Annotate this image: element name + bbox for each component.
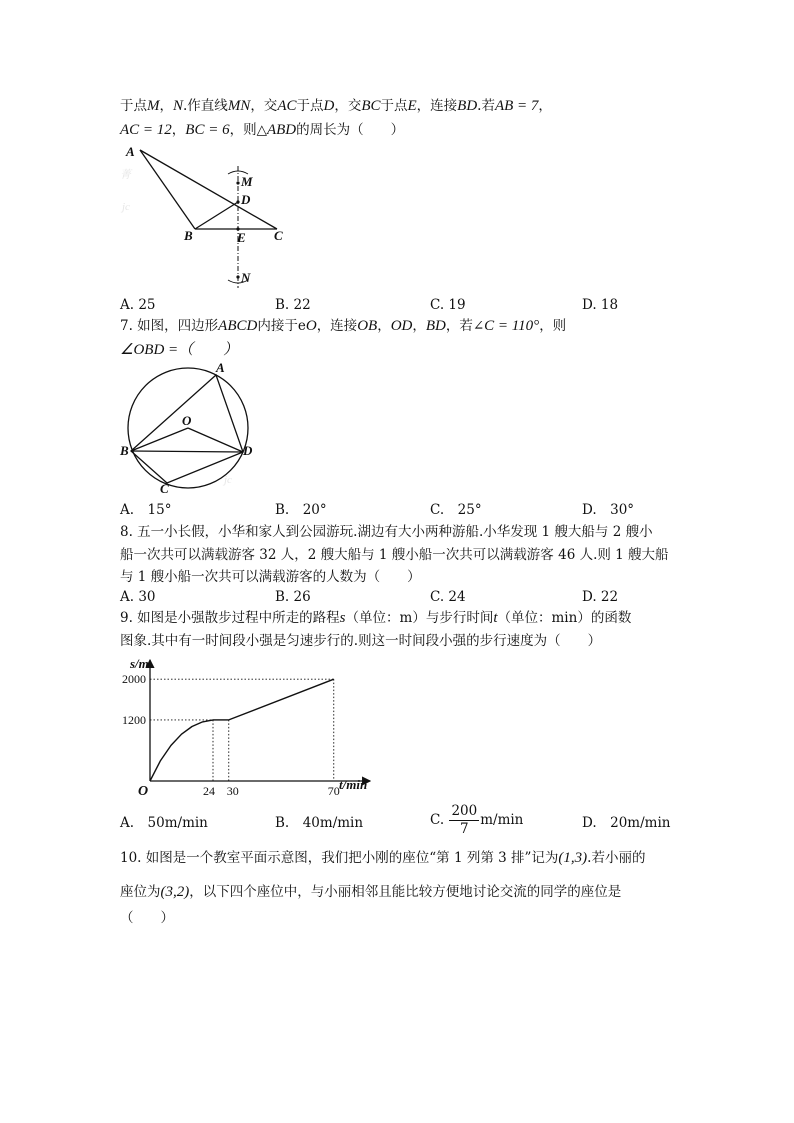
fraction-numerator: 200 <box>451 803 478 819</box>
option-a[interactable]: A. 30 <box>120 589 156 605</box>
segment-ac <box>140 150 277 229</box>
option-d[interactable]: D. 30° <box>582 502 635 518</box>
option-b[interactable]: B. 22 <box>275 297 311 313</box>
label-e: E <box>237 230 246 245</box>
option-c-unit: m/min <box>480 812 524 828</box>
option-a[interactable]: A. 25 <box>120 297 156 313</box>
label-b: B <box>120 443 129 458</box>
label-a: A <box>126 144 135 159</box>
q10-text-line2: 座位为(3,2)，以下四个座位中，与小丽相邻且能比较方便地讨论交流的同学的座位是 <box>120 884 622 900</box>
x-tick-label: 24 <box>203 784 215 798</box>
x-axis-label: t/min <box>339 777 368 792</box>
option-b[interactable]: B. 40m/min <box>275 815 364 831</box>
label-o: O <box>182 413 192 428</box>
label-n: N <box>241 270 251 285</box>
q9-text-line2: 图象.其中有一时间段小强是匀速步行的.则这一时间段小强的步行速度为（ ） <box>120 633 602 649</box>
q7-text-line1: 7. 如图，四边形ABCD内接于eO，连接OB，OD，BD，若∠C = 110°，则 <box>120 318 567 334</box>
q7-circle-figure <box>120 362 270 497</box>
q10-text-line1: 10. 如图是一个教室平面示意图，我们把小刚的座位“第 1 列第 3 排”记为(1,3).若小丽的 <box>120 850 646 866</box>
x-tick-label: 30 <box>226 784 239 798</box>
q8-options <box>120 587 680 607</box>
series-line <box>229 679 334 720</box>
label-a: A <box>216 360 225 375</box>
q8-text-line3: 与 1 艘小船一次共可以满载游客的人数为（ ） <box>120 569 421 585</box>
series-line <box>150 720 213 781</box>
option-c[interactable]: C. 19 <box>430 297 466 313</box>
q9-text-line1: 9. 如图是小强散步过程中所走的路程s（单位：m）与步行时间t（单位：min）的函数 <box>120 610 632 626</box>
segment-ob <box>131 428 188 451</box>
q6-text-line1: 于点M，N.作直线MN，交AC于点D，交BC于点E，连接BD.若AB = 7， <box>120 98 552 114</box>
option-d[interactable]: D. 22 <box>582 589 619 605</box>
label-d: D <box>243 443 253 458</box>
q8-text-line2: 船一次共可以满载游客 32 人，2 艘大船与 1 艘小船一次共可以满载游客 46 人.则 1 艘大船 <box>120 547 669 563</box>
point-m <box>236 181 239 184</box>
option-d[interactable]: D. 20m/min <box>582 815 671 831</box>
option-c-letter: C. <box>430 812 445 828</box>
q10-text-line3: （ ） <box>120 910 174 926</box>
option-a[interactable]: A. 15° <box>120 502 172 518</box>
q8-text-line1: 8. 五一小长假，小华和家人到公园游玩.湖边有大小两种游船.小华发现 1 艘大船与 2 艘小 <box>120 524 653 540</box>
label-m: M <box>241 174 253 189</box>
q6-triangle-figure <box>120 140 300 290</box>
q7-options <box>120 500 680 520</box>
watermark-text: jc <box>224 474 232 486</box>
distance-time-chart <box>115 655 375 800</box>
x-tick-label: 70 <box>327 784 340 798</box>
option-d[interactable]: D. 18 <box>582 297 619 313</box>
label-c: C <box>160 481 169 496</box>
fraction-denominator: 7 <box>460 821 469 837</box>
q7-text-line2: ∠OBD =（ ） <box>120 342 239 358</box>
y-axis-label: s/m <box>130 656 149 671</box>
watermark-text: jc <box>122 201 130 213</box>
q6-text-line2: AC = 12，BC = 6，则△ABD的周长为（ ） <box>120 122 405 138</box>
y-tick-label: 2000 <box>122 672 146 687</box>
point-n <box>236 275 239 278</box>
segment-ab <box>140 150 195 229</box>
segment-bd <box>195 202 238 229</box>
label-b: B <box>184 228 193 243</box>
segment-bd <box>131 451 243 452</box>
point-d <box>236 200 239 203</box>
q6-options <box>120 295 680 315</box>
option-c[interactable]: C. 25° <box>430 502 482 518</box>
watermark-text: 菁 <box>120 169 131 181</box>
option-a[interactable]: A. 50m/min <box>120 815 208 831</box>
option-c[interactable]: C. 24 <box>430 589 466 605</box>
option-c-fraction <box>449 803 479 838</box>
segment-od <box>188 428 243 452</box>
option-b[interactable]: B. 26 <box>275 589 311 605</box>
option-c[interactable] <box>430 803 523 838</box>
label-c: C <box>274 228 283 243</box>
option-b[interactable]: B. 20° <box>275 502 327 518</box>
y-tick-label: 1200 <box>122 712 146 727</box>
origin-label: O <box>138 784 149 799</box>
q9-options <box>120 803 680 847</box>
label-d: D <box>241 192 251 207</box>
